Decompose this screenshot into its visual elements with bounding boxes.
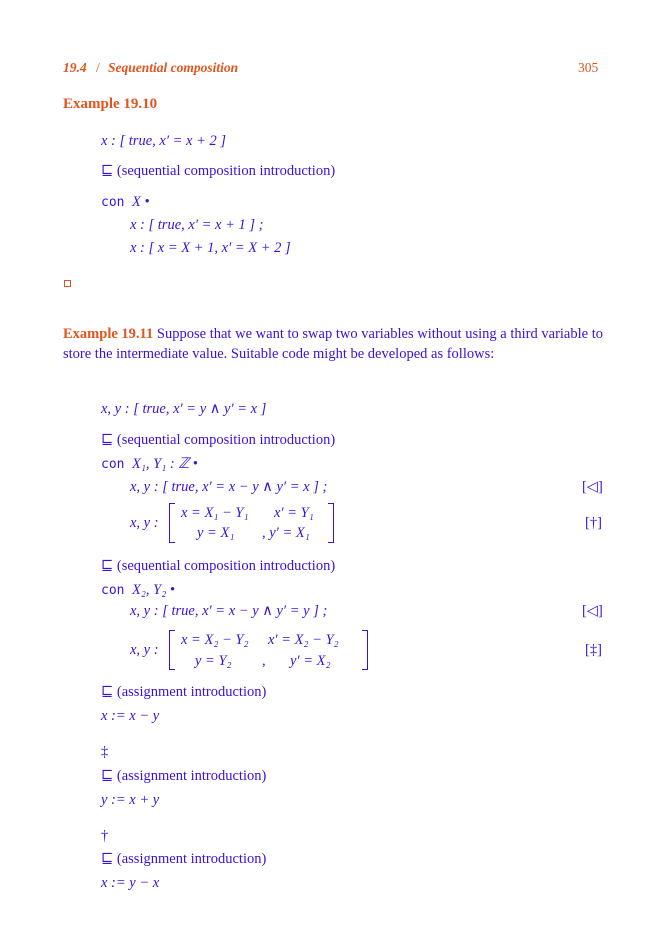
ex11-block2-box-r2c2: , — [262, 653, 266, 669]
ex11-assignment-3: x := y − x — [101, 875, 160, 891]
header-separator: / — [96, 60, 100, 75]
ex11-assignment-1: x := x − y — [101, 708, 160, 724]
ex10-con-keyword: con — [101, 195, 125, 210]
ex11-block2-statement-1: x, y : [ true, x′ = x − y ∧ y′ = y ] ; — [130, 603, 328, 619]
ex11-block2-box-r1c1: x = X₂ − Y₂ — [181, 632, 249, 648]
ex11-block1-right-bracket — [328, 503, 334, 543]
ex11-con2-keyword: con — [101, 583, 125, 598]
ex11-intro-text: Suppose that we want to swap two variables without using a third variable to store the intermediate value. Suitable code might be developed as follows: — [63, 326, 604, 362]
ex11-block2-box-r2c3: y′ = X₂ — [290, 653, 331, 669]
ex11-block1-box-r2c1: y = X₁ — [197, 525, 235, 541]
ex11-con1-variables: X₁, Y₁ : ℤ • — [132, 456, 198, 472]
example-19-11-label: Example 19.11 — [63, 326, 154, 342]
ex11-block2-box-r1c2: x′ = X₂ − Y₂ — [268, 632, 339, 648]
page-number: 305 — [578, 60, 599, 75]
ex11-refinement-step-2: ⊑ (sequential composition introduction) — [101, 558, 336, 574]
ex11-con1-keyword: con — [101, 457, 125, 472]
ex11-block1-box-r1c1: x = X₁ − Y₁ — [181, 505, 249, 521]
ex11-assignment-step-2: ⊑ (assignment introduction) — [101, 768, 267, 784]
ex11-assignment-step-1: ⊑ (assignment introduction) — [101, 684, 267, 700]
end-of-example-mark — [64, 280, 71, 287]
ex11-block1-box-r2c2: , y′ = X₁ — [262, 525, 310, 541]
ex11-dagger-mark: † — [101, 828, 109, 844]
ex11-intro-paragraph — [63, 325, 603, 364]
ex11-block1-box-lhs: x, y : — [130, 515, 159, 531]
ex10-con-variable: X • — [132, 194, 150, 210]
header-section-number: 19.4 — [63, 60, 87, 75]
ex11-block2-tag-1: [◁] — [582, 603, 603, 619]
ex11-block1-tag-2: [†] — [585, 515, 602, 531]
header-title: Sequential composition — [108, 60, 239, 75]
ex11-spec: x, y : [ true, x′ = y ∧ y′ = x ] — [101, 401, 267, 417]
ex11-block1-box-r1c2: x′ = Y₁ — [274, 505, 314, 521]
ex11-block2-box-r2c1: y = Y₂ — [195, 653, 232, 669]
ex11-block2-left-bracket — [169, 630, 175, 670]
ex11-block1-statement-1: x, y : [ true, x′ = x − y ∧ y′ = x ] ; — [130, 479, 328, 495]
ex10-spec: x : [ true, x′ = x + 2 ] — [101, 133, 227, 149]
ex11-refinement-step-1: ⊑ (sequential composition introduction) — [101, 432, 336, 448]
ex11-block1-left-bracket — [169, 503, 175, 543]
ex11-block2-tag-2: [‡] — [585, 642, 602, 658]
ex11-assignment-step-3: ⊑ (assignment introduction) — [101, 851, 267, 867]
example-19-10-label: Example 19.10 — [63, 96, 158, 112]
ex11-con2-variables: X₂, Y₂ • — [132, 582, 175, 598]
ex11-double-dagger-mark: ‡ — [101, 744, 109, 760]
ex11-block2-box-lhs: x, y : — [130, 642, 159, 658]
ex11-block1-tag-1: [◁] — [582, 479, 603, 495]
ex11-block2-right-bracket — [362, 630, 368, 670]
ex10-statement-2: x : [ x = X + 1, x′ = X + 2 ] — [130, 240, 291, 256]
ex11-assignment-2: y := x + y — [101, 792, 160, 808]
ex10-refinement-step: ⊑ (sequential composition introduction) — [101, 163, 336, 179]
ex10-statement-1: x : [ true, x′ = x + 1 ] ; — [130, 217, 264, 233]
